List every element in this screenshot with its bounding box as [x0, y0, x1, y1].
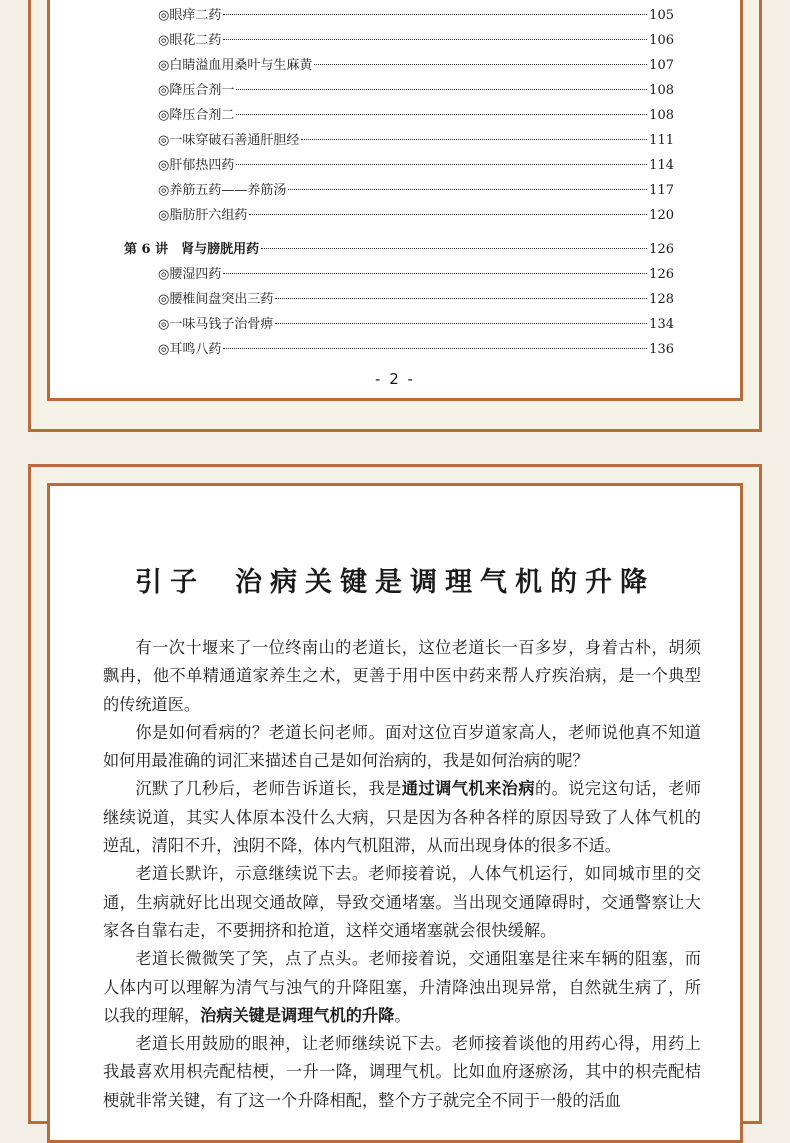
toc-dot-leader — [261, 248, 647, 249]
body-paragraph — [103, 775, 701, 860]
toc-page-number — [649, 0, 674, 1]
toc-dot-leader — [275, 298, 647, 299]
emphasis-text: 通过调气机来治病 — [401, 779, 535, 799]
body-paragraph — [103, 945, 701, 1030]
toc-entry-title: 第 6 讲 肾与膀胱用药 — [124, 242, 260, 257]
body-paragraph — [103, 1030, 701, 1115]
toc-page-number: 126 — [649, 242, 674, 257]
toc-dot-leader — [314, 64, 647, 65]
toc-entry-title: ◎腰椎间盘突出三药 — [158, 292, 274, 307]
toc-page-number: 111 — [649, 133, 674, 148]
chapter-heading — [50, 560, 740, 599]
toc-page-number: 105 — [649, 8, 674, 23]
toc-entry-title: ◎白睛溢血用桑叶与生麻黄 — [158, 58, 313, 73]
toc-entry-row — [158, 106, 674, 126]
paragraph-text: 老道长用鼓励的眼神，让老师继续说下去。老师接着谈他的用药心得，用药上我最喜欢用枳壳配桔梗，一升一降，调理气机。比如血府逐瘀汤，其中的枳壳配桔梗就非常关键，有了这一个升降相配，整个方子就完全不同于一般的活血 — [103, 1034, 701, 1110]
toc-chapter-row — [124, 240, 674, 260]
emphasis-text: 治病关键是调理气机的升降 — [200, 1005, 395, 1025]
toc-entry-title: ◎耳鸣八药 — [158, 342, 222, 357]
toc-page-number: 136 — [649, 342, 674, 357]
body-paragraph — [103, 860, 701, 945]
toc-page-number: 108 — [649, 83, 674, 98]
toc-page-number: 108 — [649, 108, 674, 123]
toc-dot-leader — [223, 14, 647, 15]
toc-entry-row — [158, 131, 674, 151]
chapter-heading-label: 引子 — [135, 567, 205, 598]
toc-dot-leader — [223, 348, 647, 349]
toc-dot-leader — [236, 114, 647, 115]
chapter-heading-title: 治病关键是调理气机的升降 — [235, 567, 655, 598]
toc-entry-title — [158, 0, 221, 1]
toc-entry-title: ◎眼痒二药 — [158, 8, 222, 23]
toc-entry-row — [158, 315, 674, 335]
toc-entry-row — [158, 206, 674, 226]
toc-entry-row — [158, 6, 674, 26]
toc-entry-title: ◎养筋五药——养筋汤 — [158, 183, 287, 198]
toc-entry-row — [158, 340, 674, 360]
toc-page-number: 134 — [649, 317, 674, 332]
toc-entry-row — [158, 181, 674, 201]
toc-entry-title: ◎脂肪肝六组药 — [158, 208, 248, 223]
toc-page-number: 106 — [649, 33, 674, 48]
toc-entry-row — [158, 31, 674, 51]
paragraph-text: 老道长微微笑了笑，点了点头。老师接着说，交通阻塞是往来车辆的阻塞，而人体内可以理解为清气与浊气的升降阻塞，升清降浊出现异常，自然就生病了，所以我的理解， — [103, 949, 701, 1025]
chapter-page-inner — [47, 483, 743, 1143]
toc-page-number: 114 — [649, 158, 674, 173]
toc-dot-leader — [223, 39, 647, 40]
body-text — [103, 634, 701, 1115]
paragraph-text: 的。说完这句话，老师继续说道，其实人体原本没什么大病，只是因为各种各样的原因导致了人体气机的逆乱，清阳不升，浊阴不降，体内气机阻滞，从而出现身体的很多不适。 — [103, 779, 702, 856]
body-paragraph — [103, 719, 701, 776]
toc-entry-row — [158, 56, 674, 76]
toc-dot-leader — [223, 273, 647, 274]
toc-entry-title: ◎一味穿破石善通肝胆经 — [158, 133, 300, 148]
toc-entry-row — [158, 290, 674, 310]
toc-entry-row — [158, 265, 674, 285]
toc-entry-row — [158, 0, 674, 1]
toc-page — [28, 0, 762, 432]
page-number: - 2 - — [375, 370, 415, 388]
toc-page-number: 126 — [649, 267, 674, 282]
paragraph-text: 有一次十堰来了一位终南山的老道长，这位老道长一百多岁，身着古朴，胡须飘冉，他不单精通道家养生之术，更善于用中医中药来帮人疗疾治病，是一个典型的传统道医。 — [103, 638, 701, 714]
toc-entry-title: ◎一味马钱子治骨痹 — [158, 317, 274, 332]
toc-page-number: 120 — [649, 208, 674, 223]
body-paragraph — [103, 634, 701, 719]
toc-page-number: 107 — [649, 58, 674, 73]
toc-dot-leader — [301, 139, 647, 140]
toc-entry-title: ◎肝郁热四药 — [158, 158, 235, 173]
toc-page-number: 117 — [649, 183, 674, 198]
toc-dot-leader — [275, 323, 647, 324]
toc-dot-leader — [249, 214, 647, 215]
toc-entry-title: ◎降压合剂一 — [158, 83, 235, 98]
toc-dot-leader — [236, 164, 647, 165]
paragraph-text: 。 — [394, 1005, 411, 1025]
paragraph-text: 老道长默许，示意继续说下去。老师接着说，人体气机运行，如同城市里的交通，生病就好比出现交通故障，导致交通堵塞。当出现交通障碍时，交通警察让大家各自靠右走，不要拥挤和抢道，这样交通堵塞就会很快缓解。 — [103, 864, 701, 940]
toc-entry-row — [158, 81, 674, 101]
toc-page-number: 128 — [649, 292, 674, 307]
toc-entry-title: ◎眼花二药 — [158, 33, 222, 48]
paragraph-text: 沉默了几秒后，老师告诉道长，我是 — [135, 779, 402, 799]
chapter-page — [28, 464, 762, 1124]
toc-dot-leader — [288, 189, 647, 190]
toc-entry-title: ◎降压合剂二 — [158, 108, 235, 123]
toc-page-inner — [47, 0, 743, 401]
toc-dot-leader — [236, 89, 647, 90]
toc-entry-row — [158, 156, 674, 176]
paragraph-text: 你是如何看病的？老道长问老师。面对这位百岁道家高人，老师说他真不知道如何用最准确的词汇来描述自己是如何治病的，我是如何治病的呢？ — [103, 722, 701, 771]
toc-entry-title: ◎腰湿四药 — [158, 267, 222, 282]
